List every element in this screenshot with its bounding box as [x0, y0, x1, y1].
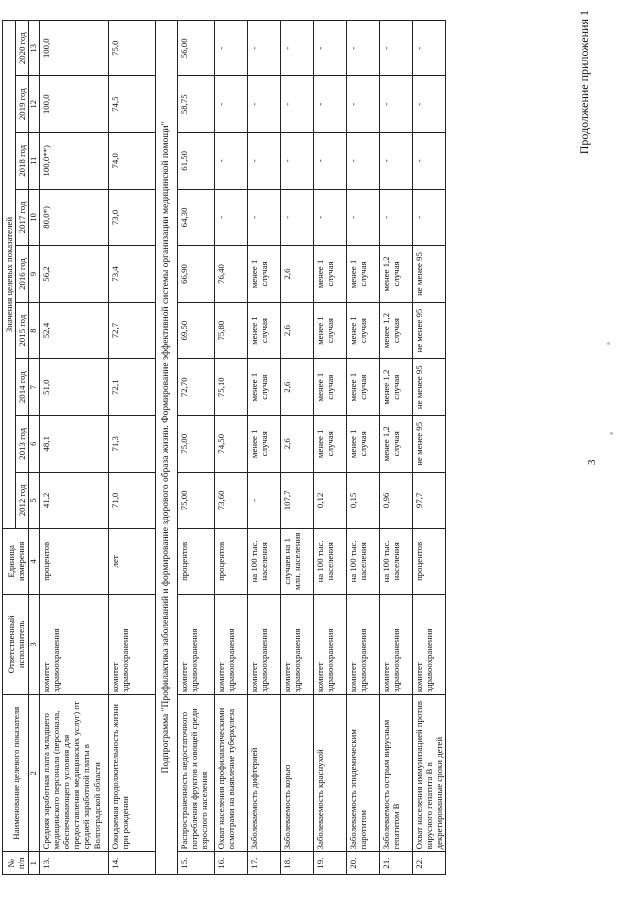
target-value: - — [412, 133, 445, 190]
indicator-name: Заболеваемость краснухой — [313, 695, 346, 852]
header-column-number: 3 — [29, 594, 40, 695]
header-year: 2020 год — [16, 21, 29, 76]
header-responsible: Ответственный исполнитель — [3, 594, 29, 695]
target-value: 73,60 — [214, 472, 247, 529]
target-value: 100,0 — [39, 21, 108, 76]
target-value: - — [214, 189, 247, 246]
target-value: 0,96 — [379, 472, 412, 529]
responsible-executor: комитет здравоохранения — [280, 594, 313, 695]
target-value: - — [346, 133, 379, 190]
target-value: 41,2 — [39, 472, 108, 529]
target-value: менее 1 случая — [313, 246, 346, 303]
responsible-executor: комитет здравоохранения — [346, 594, 379, 695]
target-value: 75,00 — [177, 415, 214, 472]
header-unit: Единица измерения — [3, 529, 29, 594]
header-column-number: 6 — [29, 415, 40, 472]
target-value: менее 1 случая — [313, 359, 346, 416]
target-value: менее 1 случая — [346, 415, 379, 472]
target-value: менее 1 случая — [346, 302, 379, 359]
target-value: - — [280, 21, 313, 76]
target-value: - — [346, 21, 379, 76]
header-year: 2016 год — [16, 246, 29, 303]
target-value: 75,80 — [214, 302, 247, 359]
target-value: не менее 95 — [412, 302, 445, 359]
target-value: 97,7 — [412, 472, 445, 529]
target-value: 52,4 — [39, 302, 108, 359]
target-value: - — [214, 76, 247, 133]
target-value: 107,7 — [280, 472, 313, 529]
target-value: менее 1,2 случая — [379, 246, 412, 303]
table-row — [313, 21, 346, 875]
target-value: - — [247, 472, 280, 529]
target-value: 71,0 — [108, 472, 155, 529]
row-number: 22. — [412, 852, 445, 875]
target-value: 72,1 — [108, 359, 155, 416]
target-value: 100,0 — [39, 76, 108, 133]
target-value: 75,10 — [214, 359, 247, 416]
responsible-executor: комитет здравоохранения — [247, 594, 280, 695]
target-value: - — [412, 76, 445, 133]
target-value: 2,6 — [280, 359, 313, 416]
row-number: 15. — [177, 852, 214, 875]
row-number: 16. — [214, 852, 247, 875]
unit-of-measure: случаев на 1 млн. населения — [280, 529, 313, 594]
header-year: 2012 год — [16, 472, 29, 529]
target-value: менее 1 случая — [247, 359, 280, 416]
row-number: 20. — [346, 852, 379, 875]
header-year: 2014 год — [16, 359, 29, 416]
header-column-number: 10 — [29, 189, 40, 246]
scan-speck — [610, 432, 613, 435]
target-value: - — [313, 133, 346, 190]
target-value: 72,7 — [108, 302, 155, 359]
target-value: - — [247, 76, 280, 133]
header-column-number: 13 — [29, 21, 40, 76]
header-column-number: 1 — [29, 852, 40, 875]
responsible-executor: комитет здравоохранения — [177, 594, 214, 695]
target-value: 74,5 — [108, 76, 155, 133]
target-value: - — [313, 76, 346, 133]
target-value: менее 1 случая — [346, 359, 379, 416]
indicator-name: Охват населения профилактическими осмотрами на выявление туберкулеза — [214, 695, 247, 852]
target-value: 100,0**) — [39, 133, 108, 190]
unit-of-measure: лет — [108, 529, 155, 594]
unit-of-measure: процентов — [412, 529, 445, 594]
target-value: 61,50 — [177, 133, 214, 190]
header-column-number: 11 — [29, 133, 40, 190]
responsible-executor: комитет здравоохранения — [379, 594, 412, 695]
target-value: 58,75 — [177, 76, 214, 133]
target-value: не менее 95 — [412, 415, 445, 472]
table-row — [280, 21, 313, 875]
target-value: 72,70 — [177, 359, 214, 416]
responsible-executor: комитет здравоохранения — [214, 594, 247, 695]
header-column-number: 7 — [29, 359, 40, 416]
header-year: 2013 год — [16, 415, 29, 472]
indicator-name: Средняя заработная плата младшего медицинского персонала (персонала, обеспечивающего условия для предоставления медицинских услуг) от средней заработной платы в Волгоградской области — [39, 695, 108, 852]
table-row — [346, 21, 379, 875]
target-value: менее 1 случая — [247, 246, 280, 303]
target-value: не менее 95 — [412, 246, 445, 303]
table-row — [177, 21, 214, 875]
unit-of-measure: на 100 тыс. населения — [379, 529, 412, 594]
row-number: 17. — [247, 852, 280, 875]
page-number: 3 — [586, 459, 598, 465]
target-value: 75,00 — [177, 472, 214, 529]
target-value: 2,6 — [280, 302, 313, 359]
target-value: 56,00 — [177, 21, 214, 76]
target-value: - — [412, 189, 445, 246]
header-year: 2019 год — [16, 76, 29, 133]
responsible-executor: комитет здравоохранения — [412, 594, 445, 695]
subprogram-row — [155, 21, 177, 875]
target-value: - — [280, 133, 313, 190]
target-value: 2,6 — [280, 246, 313, 303]
target-value: - — [346, 189, 379, 246]
responsible-executor: комитет здравоохранения — [313, 594, 346, 695]
target-value: не менее 95 — [412, 359, 445, 416]
target-value: - — [313, 21, 346, 76]
target-value: - — [247, 189, 280, 246]
unit-of-measure: процентов — [214, 529, 247, 594]
target-value: 64,30 — [177, 189, 214, 246]
row-number: 21. — [379, 852, 412, 875]
target-value: - — [214, 133, 247, 190]
target-value: 74,0 — [108, 133, 155, 190]
targets-table — [2, 20, 446, 875]
target-value: - — [346, 76, 379, 133]
target-value: 51,0 — [39, 359, 108, 416]
target-value: 69,50 — [177, 302, 214, 359]
table-row — [247, 21, 280, 875]
target-value: 71,3 — [108, 415, 155, 472]
subprogram-title: Подпрограмма "Профилактика заболеваний и формирование здорового образа жизни. Формирование эффективной системы организации медицинской помощи" — [155, 21, 177, 875]
header-year: 2018 год — [16, 133, 29, 190]
target-value: 73,0 — [108, 189, 155, 246]
target-value: - — [247, 21, 280, 76]
indicator-name: Ожидаемая продолжительность жизни при рождении — [108, 695, 155, 852]
header-column-number: 2 — [29, 695, 40, 852]
header-column-number: 4 — [29, 529, 40, 594]
target-value: - — [280, 189, 313, 246]
header-targets: Значения целевых показателей — [3, 21, 16, 529]
target-value: - — [379, 133, 412, 190]
appendix-continuation: Продолжение приложения 1 — [577, 10, 591, 155]
header-column-number: 8 — [29, 302, 40, 359]
header-column-number: 12 — [29, 76, 40, 133]
indicator-name: Заболеваемость корью — [280, 695, 313, 852]
target-value: 76,40 — [214, 246, 247, 303]
target-value: менее 1 случая — [346, 246, 379, 303]
target-value: - — [412, 21, 445, 76]
indicator-name: Распространенность недостаточного потребления фруктов и овощей среди взрослого населения — [177, 695, 214, 852]
responsible-executor: комитет здравоохранения — [108, 594, 155, 695]
target-value: - — [247, 133, 280, 190]
header-column-number: 5 — [29, 472, 40, 529]
header-year: 2015 год — [16, 302, 29, 359]
unit-of-measure: процентов — [39, 529, 108, 594]
target-value: - — [379, 189, 412, 246]
target-value: 73,4 — [108, 246, 155, 303]
row-number: 19. — [313, 852, 346, 875]
table-row — [39, 21, 108, 875]
indicator-name: Заболеваемость эпидемическим паротитом — [346, 695, 379, 852]
unit-of-measure: на 100 тыс. населения — [313, 529, 346, 594]
unit-of-measure: процентов — [177, 529, 214, 594]
indicator-name: Заболеваемость дифтерией — [247, 695, 280, 852]
unit-of-measure: на 100 тыс. населения — [247, 529, 280, 594]
target-value: 48,1 — [39, 415, 108, 472]
target-value: менее 1 случая — [247, 415, 280, 472]
indicator-name: Заболеваемость острым вирусным гепатитом В — [379, 695, 412, 852]
target-value: 56,2 — [39, 246, 108, 303]
target-value: 0,12 — [313, 472, 346, 529]
unit-of-measure: на 100 тыс. населения — [346, 529, 379, 594]
target-value: 74,50 — [214, 415, 247, 472]
indicator-name: Охват населения иммунизацией против вирусного гепатита В в декретированные сроки детей — [412, 695, 445, 852]
target-value: менее 1 случая — [247, 302, 280, 359]
target-value: - — [280, 76, 313, 133]
table-row — [379, 21, 412, 875]
table-row — [108, 21, 155, 875]
header-column-number: 9 — [29, 246, 40, 303]
header-num: № п/п — [3, 852, 29, 875]
target-value: менее 1,2 случая — [379, 302, 412, 359]
target-value: 2,6 — [280, 415, 313, 472]
table-row — [412, 21, 445, 875]
target-value: - — [379, 76, 412, 133]
target-value: менее 1,2 случая — [379, 359, 412, 416]
header-name: Наименование целевого показателя — [3, 695, 29, 852]
responsible-executor: комитет здравоохранения — [39, 594, 108, 695]
target-value: менее 1 случая — [313, 302, 346, 359]
target-value: - — [214, 21, 247, 76]
target-value: 75,0 — [108, 21, 155, 76]
target-value: менее 1 случая — [313, 415, 346, 472]
target-value: 66,90 — [177, 246, 214, 303]
header-year: 2017 год — [16, 189, 29, 246]
target-value: - — [379, 21, 412, 76]
scan-speck — [607, 342, 610, 345]
target-value: - — [313, 189, 346, 246]
table-row — [214, 21, 247, 875]
row-number: 14. — [108, 852, 155, 875]
row-number: 13. — [39, 852, 108, 875]
target-value: 0,15 — [346, 472, 379, 529]
target-value: менее 1,2 случая — [379, 415, 412, 472]
target-value: 80,0*) — [39, 189, 108, 246]
row-number: 18. — [280, 852, 313, 875]
